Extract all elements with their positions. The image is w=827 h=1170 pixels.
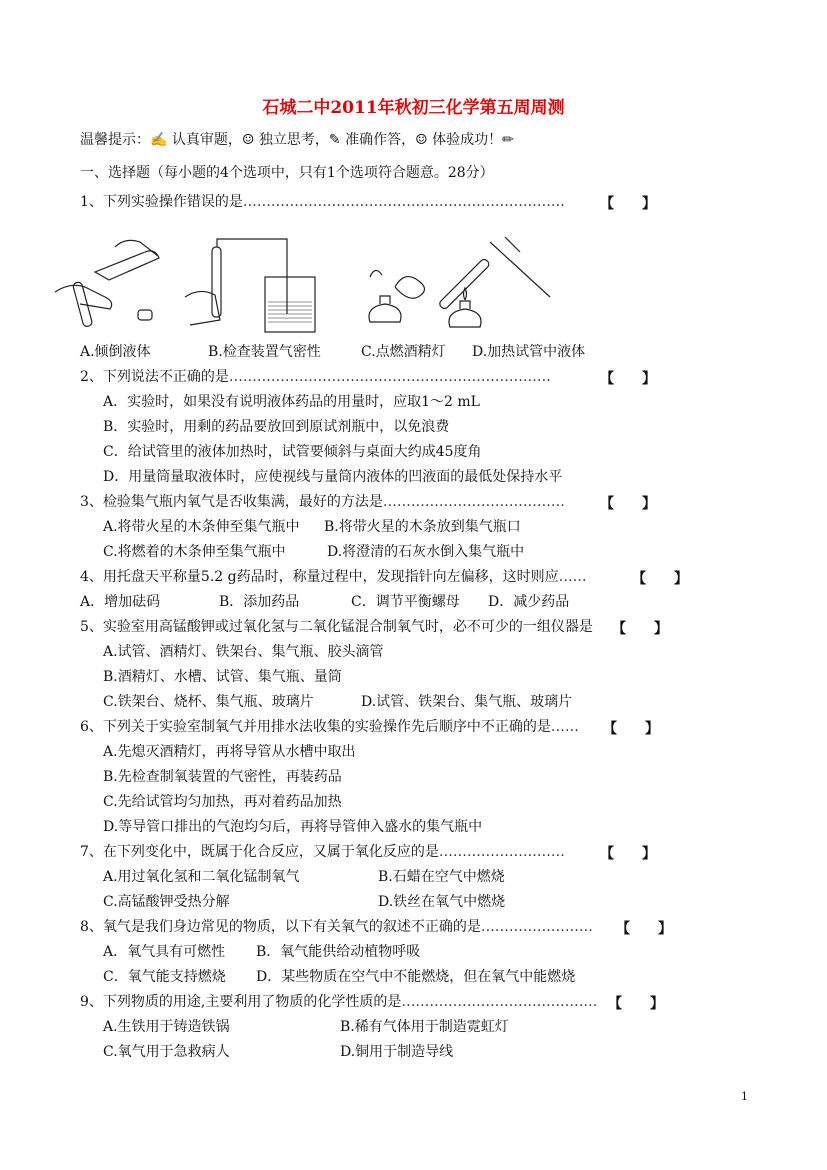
q4-option-a: A．增加砝码 (80, 594, 161, 610)
question-6-stem (80, 718, 579, 736)
page-number: 1 (741, 1090, 748, 1103)
question-5-stem: 5、实验室用高锰酸钾或过氧化氢与二氧化锰混合制氧气时，必不可少的一组仪器是 (80, 619, 593, 635)
smiley-icon: ☺ (415, 132, 428, 148)
answer-bracket-5[interactable]: 【 】 (612, 621, 668, 637)
q4-option-c: C．调节平衡螺母 (351, 594, 460, 610)
writing-hand-icon: ✎ (328, 132, 341, 148)
alcohol-lamp-lighting-figure (369, 270, 425, 322)
stem-text: 4、用托盘天平称量5.2 g药品时，称量过程中，发现指针向左偏移，这时则应 (80, 569, 559, 585)
q1-option-b: B.检查装置气密性 (208, 344, 321, 360)
q5-option-d: D.试管、铁架台、集气瓶、玻璃片 (361, 694, 573, 710)
q2-option-d: D．用量筒量取液体时，应使视线与量筒内液体的凹液面的最低处保持水平 (103, 469, 563, 485)
q9-option-a: A.生铁用于铸造铁锅 (103, 1019, 230, 1035)
question-8-stem (80, 918, 593, 936)
q7-option-a: A.用过氧化氢和二氧化锰制氧气 (103, 869, 300, 885)
stem-text: 6、下列关于实验室制氧气并用排水法收集的实验操作先后顺序中不正确的是 (80, 719, 551, 735)
pour-liquid-figure (55, 240, 159, 327)
leader-dots: …………………………………………………………… (228, 369, 551, 385)
question-7-stem (80, 843, 565, 861)
q4-option-d: D．减少药品 (488, 594, 570, 610)
q1-option-c: C.点燃酒精灯 (361, 344, 446, 360)
q3-option-d: D.将澄清的石灰水倒入集气瓶中 (327, 544, 525, 560)
leader-dots: …… (558, 569, 587, 585)
leader-dots: …………………… (480, 919, 593, 935)
q3-option-a: A.将带火星的木条伸至集气瓶中 (103, 519, 300, 535)
airtight-check-figure (185, 239, 315, 332)
leader-dots: …………………………………… (401, 994, 598, 1010)
lab-figures (50, 232, 570, 337)
leader-dots: ……………………… (438, 844, 565, 860)
smiley-icon: ☺ (241, 132, 255, 148)
tip-prefix: 温馨提示： (80, 132, 150, 148)
answer-bracket-3[interactable]: 【 】 (600, 496, 656, 512)
stem-text: 2、下列说法不正确的是 (80, 369, 229, 385)
q7-option-b: B.石蜡在空气中燃烧 (378, 869, 505, 885)
q9-option-d: D.铜用于制造导线 (340, 1044, 454, 1060)
stem-text: 7、在下列变化中，既属于化合反应，又属于氧化反应的是 (80, 844, 439, 860)
tip-item-1: 认真审题， (167, 132, 242, 148)
stem-text: 1、下列实验操作错误的是 (80, 194, 243, 210)
question-1-stem (80, 193, 565, 211)
question-3-stem (80, 493, 565, 511)
q2-option-a: A．实验时，如果没有说明液体药品的用量时，应取1～2 mL (103, 394, 480, 410)
q5-option-c: C.铁架台、烧杯、集气瓶、玻璃片 (103, 694, 314, 710)
q8-option-b: B．氧气能供给动植物呼吸 (256, 944, 421, 960)
leader-dots: …… (550, 719, 579, 735)
section-heading: 一、选择题（每小题的4个选项中，只有1个选项符合题意。28分） (80, 165, 494, 181)
stem-text: 9、下列物质的用途,主要利用了物质的化学性质的是 (80, 994, 402, 1010)
q8-option-a: A．氧气具有可燃性 (103, 944, 226, 960)
answer-bracket-9[interactable]: 【 】 (608, 996, 664, 1012)
answer-bracket-4[interactable]: 【 】 (632, 571, 688, 587)
page-title: 石城二中2011年秋初三化学第五周周测 (262, 98, 565, 118)
q6-option-a: A.先熄灭酒精灯，再将导管从水槽中取出 (103, 744, 356, 760)
q7-option-d: D.铁丝在氧气中燃烧 (378, 894, 506, 910)
pencil-icon: ✏ (502, 132, 514, 148)
q9-option-b: B.稀有气体用于制造霓虹灯 (340, 1019, 509, 1035)
q2-option-b: B．实验时，用剩的药品要放回到原试剂瓶中，以免浪费 (103, 419, 450, 435)
question-2-stem (80, 368, 551, 386)
question-4-stem (80, 568, 587, 586)
q5-option-a: A.试管、酒精灯、铁架台、集气瓶、胶头滴管 (103, 644, 384, 660)
leader-dots: …………………………………………………………… (242, 194, 565, 210)
q3-option-c: C.将燃着的木条伸至集气瓶中 (103, 544, 286, 560)
answer-bracket-7[interactable]: 【 】 (600, 846, 656, 862)
q6-option-c: C.先给试管均匀加热，再对着药品加热 (103, 794, 342, 810)
q8-option-c: C．氧气能支持燃烧 (103, 969, 226, 985)
pen-icon: ✍ (150, 132, 168, 148)
q7-option-c: C.高锰酸钾受热分解 (103, 894, 230, 910)
tip-item-2: 独立思考， (254, 132, 329, 148)
tip-item-3: 准确作答， (340, 132, 416, 148)
answer-bracket-8[interactable]: 【 】 (616, 921, 672, 937)
heat-test-tube-figure (438, 237, 550, 327)
stem-text: 3、检验集气瓶内氧气是否收集满，最好的方法是 (80, 494, 383, 510)
q6-option-d: D.等导管口排出的气泡均匀后，再将导管伸入盛水的集气瓶中 (103, 819, 483, 835)
stem-text: 8、氧气是我们身边常见的物质，以下有关氧气的叙述不正确的是 (80, 919, 481, 935)
tip-line (80, 131, 514, 149)
leader-dots: ………………………………… (382, 494, 565, 510)
answer-bracket-6[interactable]: 【 】 (603, 721, 659, 737)
q6-option-b: B.先检查制氧装置的气密性，再装药品 (103, 769, 342, 785)
q8-option-d: D．某些物质在空气中不能燃烧，但在氧气中能燃烧 (256, 969, 576, 985)
answer-bracket-1[interactable]: 【 】 (600, 196, 656, 212)
question-9-stem (80, 993, 597, 1011)
q4-option-b: B．添加药品 (219, 594, 300, 610)
q5-option-b: B.酒精灯、水槽、试管、集气瓶、量筒 (103, 669, 342, 685)
q1-option-a: A.倾倒液体 (80, 344, 151, 360)
answer-bracket-2[interactable]: 【 】 (600, 371, 656, 387)
q2-option-c: C．给试管里的液体加热时，试管要倾斜与桌面大约成45度角 (103, 444, 482, 460)
q1-option-d: D.加热试管中液体 (472, 344, 586, 360)
q3-option-b: B.将带火星的木条放到集气瓶口 (324, 519, 521, 535)
q9-option-c: C.氧气用于急救病人 (103, 1044, 230, 1060)
tip-item-4: 体验成功！ (427, 132, 503, 148)
